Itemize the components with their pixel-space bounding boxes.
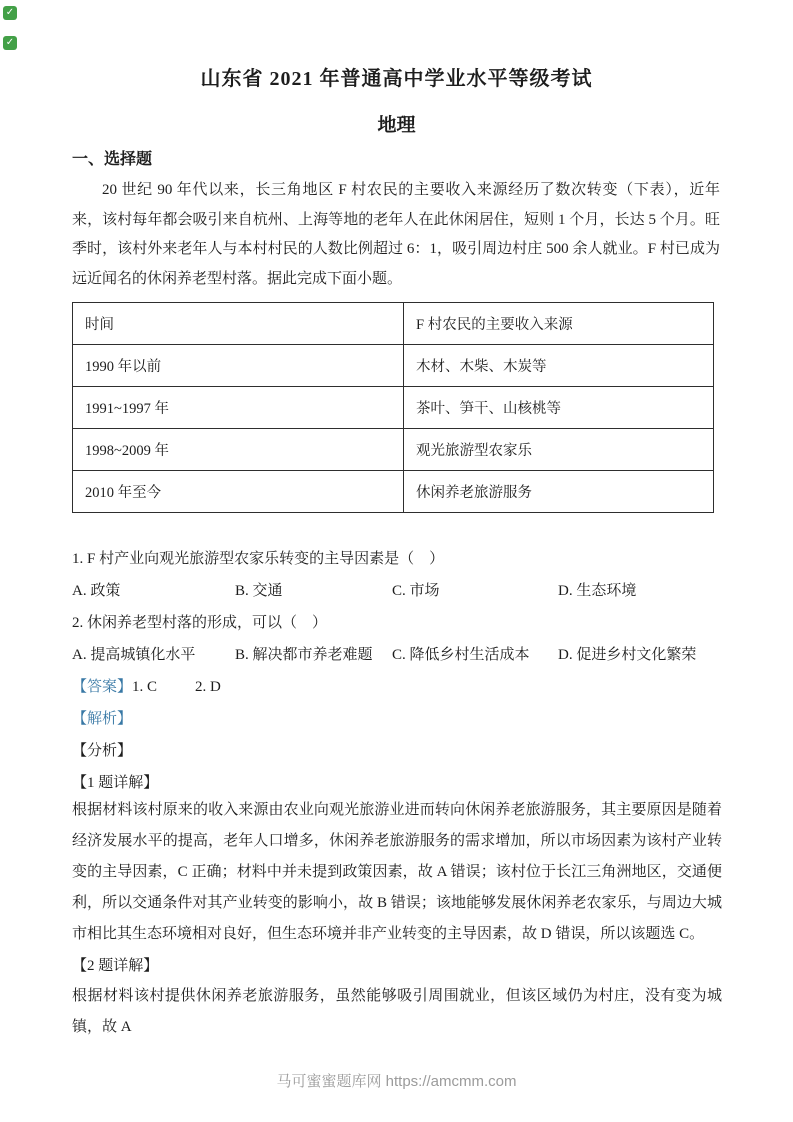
- option-b: B. 解决都市养老难题: [235, 647, 373, 663]
- table-cell-income: 木材、木柴、木炭等: [404, 345, 714, 387]
- option-c: C. 市场: [392, 583, 440, 599]
- answer-label: 【答案】: [72, 679, 133, 695]
- page-title: 山东省 2021 年普通高中学业水平等级考试: [200, 68, 593, 90]
- question-1-options: [72, 579, 724, 600]
- intro-paragraph: 20 世纪 90 年代以来，长三角地区 F 村农民的主要收入来源经历了数次转变（下表），近年来，该村每年都会吸引来自杭州、上海等地的老年人在此休闲居住，短则 1 个月，长达 5 个月。旺季时，该村外来老年人与本村村民的人数比例超过 6：1，吸引周边村庄 500 余人就业。F 村已成为远近闻名的休闲养老型村落。据此完成下面小题。: [72, 182, 720, 287]
- table-header-cell: 时间: [73, 303, 404, 345]
- detail1-explanation: 根据材料该村原来的收入来源由农业向观光旅游业进而转向休闲养老旅游服务，其主要原因是随着经济发展水平的提高，老年人口增多，休闲养老旅游服务的需求增加，所以市场因素为该村产业转变的主导因素，C 正确；材料中并未提到政策因素，故 A 错误；该村位于长江三角洲地区，交通便利，所以交通条件对其产业转变的影响小，故 B 错误；该地能够发展休闲养老农家乐，与周边大城市相比其生态环境相对良好，但生态环境并非产业转变的主导因素，故 D 错误，所以该题选 C。: [72, 802, 722, 942]
- answer-line: [72, 675, 724, 696]
- answer-q1: 1. C: [132, 679, 158, 695]
- table-header-row: [73, 303, 714, 345]
- jiexi-label: 【解析】: [72, 711, 133, 727]
- option-d: D. 促进乡村文化繁荣: [558, 647, 697, 663]
- income-source-table: [72, 302, 714, 513]
- question-2-options: [72, 643, 724, 664]
- subject-title: 地理: [377, 115, 416, 136]
- table-cell-period: 1991~1997 年: [73, 387, 404, 429]
- option-a: A. 政策: [72, 583, 121, 599]
- detail2-explanation: 根据材料该村提供休闲养老旅游服务，虽然能够吸引周围就业，但该区域仍为村庄，没有变为城镇，故 A: [72, 988, 722, 1035]
- section-heading: 一、选择题: [72, 151, 153, 168]
- table-cell-income: 茶叶、笋干、山核桃等: [404, 387, 714, 429]
- table-row: [73, 345, 714, 387]
- table-cell-period: 1990 年以前: [73, 345, 404, 387]
- question-1-stem: 1. F 村产业向观光旅游型农家乐转变的主导因素是（ ）: [72, 551, 445, 567]
- answer-q2: 2. D: [195, 679, 221, 695]
- table-cell-period: 1998~2009 年: [73, 429, 404, 471]
- table-header-cell: F 村农民的主要收入来源: [404, 303, 714, 345]
- option-b: B. 交通: [235, 583, 283, 599]
- table-row: [73, 387, 714, 429]
- check-icon: ✓: [3, 6, 17, 20]
- option-a: A. 提高城镇化水平: [72, 647, 196, 663]
- fenxi-label: 【分析】: [72, 743, 133, 759]
- question-2-stem: 2. 休闲养老型村落的形成，可以（ ）: [72, 615, 328, 631]
- table-cell-period: 2010 年至今: [73, 471, 404, 513]
- detail2-label: 【2 题详解】: [72, 958, 159, 974]
- check-icon: ✓: [3, 36, 17, 50]
- table-cell-income: 休闲养老旅游服务: [404, 471, 714, 513]
- option-d: D. 生态环境: [558, 583, 637, 599]
- table-cell-income: 观光旅游型农家乐: [404, 429, 714, 471]
- option-c: C. 降低乡村生活成本: [392, 647, 530, 663]
- detail1-label: 【1 题详解】: [72, 775, 159, 791]
- questions-and-answers: [72, 547, 724, 792]
- table-row: [73, 471, 714, 513]
- table-row: [73, 429, 714, 471]
- watermark-footer: 马可蜜蜜题库网 https://amcmm.com: [276, 1073, 517, 1090]
